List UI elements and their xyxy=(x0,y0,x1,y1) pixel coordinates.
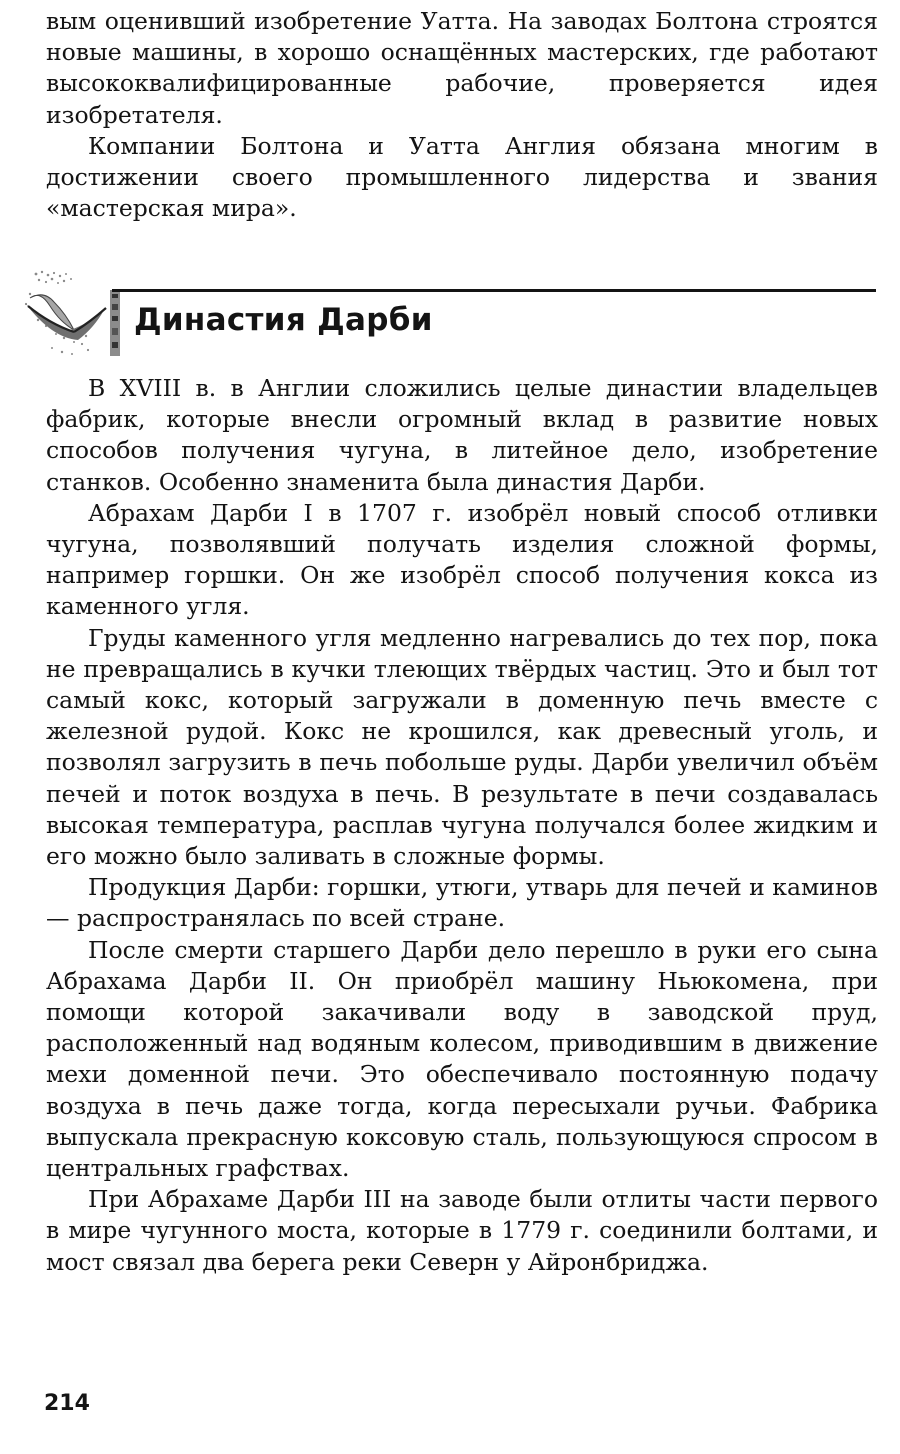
paragraph-bolton-watt: Компании Болтона и Уатта Англия обязана многим в достижении своего промышленного лидерства и звания «мастерская мира». xyxy=(46,131,878,223)
paragraph-dynasties: В XVIII в. в Англии сложились целые династии владельцев фабрик, которые внесли огромный вклад в развитие новых способов получения чугуна, в литейное дело, изобретение станков. Особенно знаменита была династия Дарби. xyxy=(46,374,878,496)
page-number: 214 xyxy=(44,1391,90,1416)
continued-text xyxy=(46,6,878,224)
paragraph-products: Продукция Дарби: горшки, утюги, утварь для печей и каминов — распространялась по всей стране. xyxy=(46,873,878,933)
section-body xyxy=(46,373,878,1278)
section-heading xyxy=(16,264,880,364)
decorative-feather-icon xyxy=(16,264,126,360)
paragraph-darby-third: При Абрахаме Дарби III на заводе были отлиты части первого в мире чугунного моста, которые в 1779 г. соединили болтами, и мост связал два берега реки Северн у Айронбриджа. xyxy=(46,1185,878,1276)
section-title: Династия Дарби xyxy=(134,302,433,338)
paragraph-coke: Груды каменного угля медленно нагревались до тех пор, пока не превращались в кучки тлеющих твёрдых частиц. Это и был тот самый кокс, который загружали в доменную печь вместе с железной рудой. Кокс не крошился, как древесный уголь, и позволял загрузить в печь побольше руды. Дарби увеличил объём печей и поток воздуха в печь. В результате в печи создавалась высокая температура, расплав чугуна получался более жидким и его можно было заливать в сложные формы. xyxy=(46,623,878,871)
heading-rule xyxy=(112,289,876,292)
paragraph-darby-second: После смерти старшего Дарби дело перешло в руки его сына Абрахама Дарби II. Он приобрёл машину Ньюкомена, при помощи которой закачивали воду в заводской пруд, расположенный над водяным колесом, приводившим в движение мехи доменной печи. Это обеспечивало постоянную подачу воздуха в печь даже тогда, когда пересыхали ручьи. Фабрика выпускала прекрасную коксовую сталь, пользующуюся спросом в центральных графствах. xyxy=(46,935,878,1183)
paragraph-darby-first: Абрахам Дарби I в 1707 г. изобрёл новый способ отливки чугуна, позволявший получать изделия сложной формы, например горшки. Он же изобрёл способ получения кокса из каменного угля. xyxy=(46,498,878,621)
paragraph-continued: вым оценивший изобретение Уатта. На заводах Болтона строятся новые машины, в хорошо оснащённых мастерских, где работают высококвалифицированные рабочие, проверяется идея изобретателя. xyxy=(46,7,878,129)
